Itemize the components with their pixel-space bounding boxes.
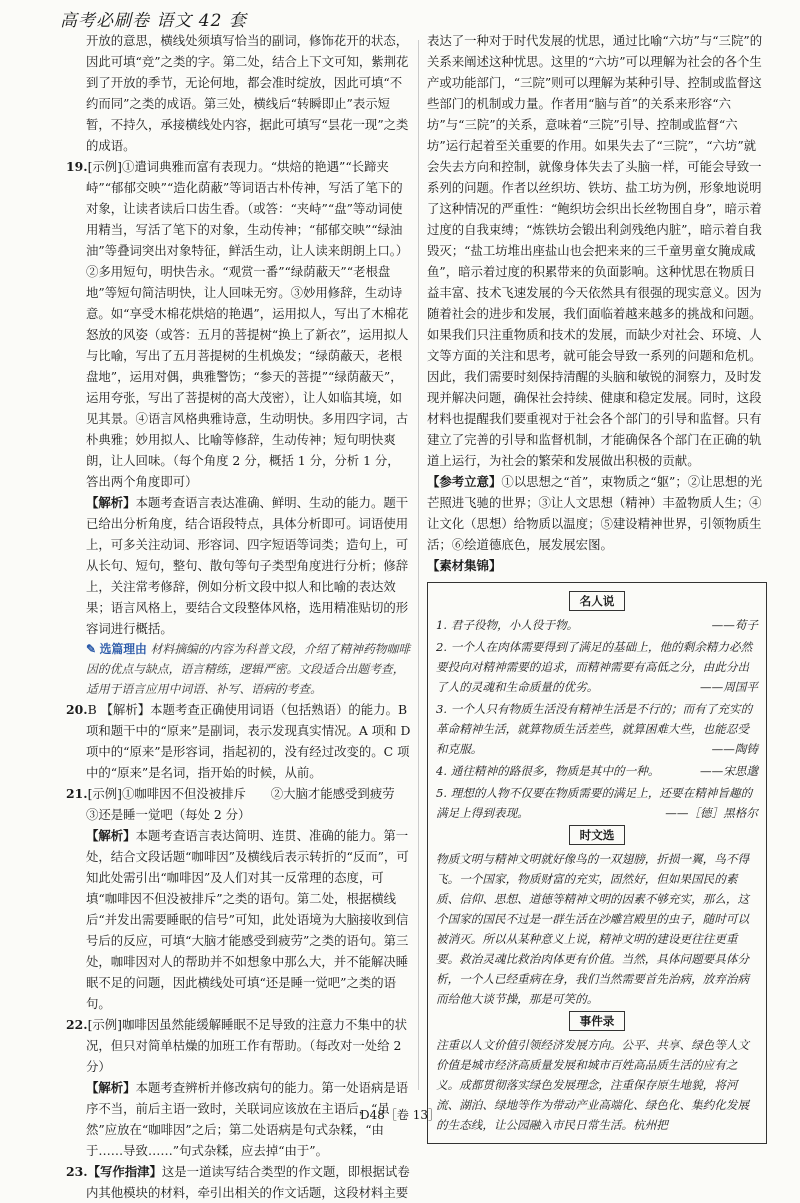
q21-answer: [示例]①咖啡因不但没被排斥 ②大脑才能感受到疲劳 ③还是睡一觉吧（每处 2 分）	[86, 786, 407, 822]
q19-block	[66, 156, 412, 492]
page-number: D48［卷 13］	[360, 1108, 440, 1122]
reference-theme-text: ①以思想之“首”，束物质之“躯”；②让思想的光芒照进飞驰的世界；③让人文思想（精神）丰盈物质人生；④让文化（思想）给物质以温度；⑤建设精神世界，引领物质生活；⑥绘道德底色，展发展宏图。	[427, 474, 763, 552]
q21-number: 21.	[66, 786, 88, 801]
q19-analysis-text: 本题考查语言表达准确、鲜明、生动的能力。题干已给出分析角度，结合语段特点，具体分析即可。词语使用上，可多关注动词、形容词、四字短语等词类；造句上，可从长句、短句，整句、散句等句子类型角度进行分析；修辞上，关注常考修辞，例如分析文段中拟人和比喻的表达效果；语言风格上，要结合文段整体风格，选用精准贴切的形容词进行概括。	[86, 495, 409, 636]
pencil-icon: ✎	[86, 642, 96, 656]
column-divider	[418, 40, 419, 1090]
quote-source: ——周国平	[700, 680, 758, 694]
quote-item: 2. 一个人在肉体需要得到了满足的基础上，他的剩余精力必然要投向对精神需要的追求，而精神需要有高低之分，由此分出了人的灵魂和生命质量的优劣。 ——周国平	[436, 637, 758, 697]
q21-analysis-tag: 【解析】	[86, 828, 136, 843]
q21-analysis	[86, 825, 412, 1014]
selection-reason-text: 材料摘编的内容为科普文段，介绍了精神药物咖啡因的优点与缺点，语言精练，逻辑严密。文段适合出题考查，适用于语言应用中词语、补写、语病的考查。	[86, 642, 411, 696]
q20-number: 20.	[66, 702, 88, 717]
page-header-title: 高考必刷卷 语文 42 套	[60, 11, 247, 31]
q19-analysis-tag: 【解析】	[86, 495, 136, 510]
intro-paragraph: 开放的意思，横线处须填写恰当的副词，修饰花开的状态，因此可填“竞”之类的字。第二处，结合上下文可知，紫荆花到了开放的季节，无论何地，都会准时绽放，因此可填“不约而同”之类的成语。第三处，横线后“转瞬即止”表示短暂，不持久，承接横线处内容，据此可填写“昙花一现”之类的成语。	[86, 33, 409, 153]
quote-source: ——荀子	[711, 618, 758, 632]
event-record-text: 注重以人文价值引领经济发展方向。公平、共享、绿色等人文价值是城市经济高质量发展和城市百姓高品质生活的应有之义。成都贯彻落实绿色发展理念，注重保存原生地貌，将河流、湖泊、绿地等作为带动产业高端化、绿色化、集约化发展的生态线，让公园融入市民日常生活。杭州把	[436, 1038, 750, 1132]
q21-block	[66, 783, 412, 825]
q22-analysis-text: 本题考查辨析并修改病句的能力。第一处语病是语序不当，前后主语一致时，关联词应该放在主语后，“虽然”应放在“咖啡因”之后；第二处语病是句式杂糅，“由于……导致……”句式杂糅，应去掉“由于”。	[86, 1080, 409, 1158]
q23-number: 23.	[66, 1164, 88, 1179]
famous-quotes-box	[427, 582, 767, 1144]
current-essay-title: 时文选	[569, 825, 626, 845]
quote-item: 5. 理想的人物不仅要在物质需要的满足上，还要在精神旨趣的满足上得到表现。 ——［德］黑格尔	[436, 783, 758, 823]
quote-source: ——宋思邈	[700, 764, 758, 778]
selection-reason-label: 选篇理由	[99, 642, 147, 656]
q20-block	[66, 699, 412, 783]
q23-tag: 【写作指津】	[87, 1164, 162, 1179]
q22-answer: [示例]咖啡因虽然能缓解睡眠不足导致的注意力不集中的状况，但只对简单枯燥的加班工作有帮助。（每改对一处给 2 分）	[86, 1017, 407, 1074]
quote-item: 4. 通往精神的路很多，物质是其中的一种。 ——宋思邈	[436, 761, 758, 781]
famous-quotes-title: 名人说	[569, 591, 626, 611]
quote-source: ——陶铸	[711, 742, 758, 756]
quote-item: 1. 君子役物，小人役于物。 ——荀子	[436, 615, 758, 635]
q20-answer: B 【解析】本题考查正确使用词语（包括熟语）的能力。B项和题干中的“原来”是副词，表示发现真实情况。A 项和 D 项中的“原来”是形容词，指起初的，没有经过改变的。C 项中的“原来”是名词，指开始的时候，从前。	[86, 702, 411, 780]
reference-theme	[427, 471, 767, 555]
selection-reason	[86, 639, 412, 699]
q21-analysis-text: 本题考查语言表达简明、连贯、准确的能力。第一处，结合文段话题“咖啡因”及横线后表示转折的“反而”，可知此处需引出“咖啡因”及人们对其一反常理的态度，可填“咖啡因不但没被排斥”之类的语句。第二处，根据横线后“并发出需要睡眠的信号”可知，此处语境为大脑接收到信号后的反应，可填“大脑才能感受到疲劳”之类的语句。第三处，咖啡因对人的帮助并不如想象中那么大，并不能解决睡眠不足的问题，因此横线处可填“还是睡一觉吧”之类的语句。	[86, 828, 409, 1011]
reference-theme-tag: 【参考立意】	[427, 474, 502, 489]
q19-analysis	[86, 492, 412, 639]
event-record-title: 事件录	[569, 1011, 626, 1031]
material-collection-title: 【素材集锦】	[427, 558, 502, 573]
q19-number: 19.	[66, 159, 88, 174]
current-essay-text: 物质文明与精神文明就好像鸟的一双翅膀，折损一翼，鸟不得飞。一个国家，物质财富的充实，固然好，但如果国民的素质、信仰、思想、道德等精神文明的因素不够充实，那么，这个国家的国民不过是一群生活在沙雕宫殿里的虫子，随时可以被消灭。所以从某种意义上说，精神文明的建设更往往更重要。救治灵魂比救治肉体更有价值。当然，具体问题要具体分析，一个人已经重病在身，我们当然需要首先治病，放弃治病而给他大谈节操，那是可笑的。	[436, 852, 750, 1006]
q19-answer: [示例]①遣词典雅而富有表现力。“烘焙的艳遇”“长蹄夹峙”“郁郁交映”“造化荫蔽”等词语古朴传神，写活了笔下的对象，让读者读后口齿生香。（或答：“夹峙”“盘”等动词使用精当，写活了笔下的对象，生动传神；“郁郁交映”“绿油油”等叠词突出对象特征，鲜活生动，让人读来朗朗上口。）②多用短句，明快告永。“观赏一番”“绿荫蔽天”“老根盘地”等短句简洁明快，让人回味无穷。③妙用修辞，生动诗意。如“享受木棉花烘焙的艳遇”，运用拟人，写出了木棉花怒放的风姿（或答：五月的菩提树“换上了新衣”，运用拟人与比喻，写出了五月菩提树的生机焕发；“绿荫蔽天，老根盘地”，运用对偶，典雅警饬；“参天的菩提”“绿荫蔽天”，运用夸张，写出了菩提树的高大茂密），让人如临其境，如见其景。④语言风格典雅诗意，生动明快。多用四字词，古朴典雅；妙用拟人、比喻等修辞，生动传神；短句明快爽朗，让人回味。（每个角度 2 分，概括 1 分，分析 1 分，答出两个角度即可）	[86, 159, 409, 489]
q23-block	[66, 1161, 412, 1203]
q23-text: 这是一道读写结合类型的作文题，即根据试卷内其他模块的材料，牵引出相关的作文话题，这段材料主要	[86, 1164, 410, 1200]
left-column	[66, 30, 412, 1203]
q22-number: 22.	[66, 1017, 88, 1032]
quote-source: ——［德］黑格尔	[665, 806, 758, 820]
q22-block	[66, 1014, 412, 1077]
q22-analysis-tag: 【解析】	[86, 1080, 136, 1095]
quote-item: 3. 一个人只有物质生活没有精神生活是不行的；而有了充实的革命精神生活，就算物质生活差些，就算困难大些，也能忍受和克服。 ——陶铸	[436, 699, 758, 759]
right-column	[427, 30, 767, 1148]
essay-guide-paragraph: 表达了一种对于时代发展的忧思，通过比喻“六坊”与“三院”的关系来阐述这种忧思。这里的“六坊”可以理解为社会的各个生产或功能部门，“三院”则可以理解为某种引导、控制或监督这些部门的机制或力量。作者用“脑与首”的关系来形容“六坊”与“三院”的关系，意味着“三院”引导、控制或监督“六坊”运行起着至关重要的作用。如果失去了“三院”，“六坊”就会失去方向和控制，就像身体失去了头脑一样，可能会导致一系列的问题。作者以丝织坊、铁坊、盐工坊为例，形象地说明了这种情况的严重性：“鲍织坊会织出长丝物围自身”，暗示着过度的自我束缚；“炼铁坊会锻出利剑残绝内脏”，暗示着自我毁灭；“盐工坊堆出座盐山也会把来来的三千童男童女腌成咸鱼”，暗示着过度的积累带来的负面影响。这种忧思在物质日益丰富、技术飞速发展的今天依然具有很强的现实意义。因为随着社会的进步和发展，我们面临着越来越多的挑战和问题。如果我们只注重物质和技术的发展，而缺少对社会、环境、人文等方面的关注和思考，就可能会导致一系列的问题和危机。因此，我们需要时刻保持清醒的头脑和敏锐的洞察力，及时发现并解决问题，确保社会持续、健康和稳定发展。同时，这段材料也提醒我们要重视对于社会各个部门的引导和监督。只有建立了完善的引导和监督机制，才能确保各个部门在正确的轨道上运行，为社会的繁荣和发展做出积极的贡献。	[427, 33, 763, 468]
